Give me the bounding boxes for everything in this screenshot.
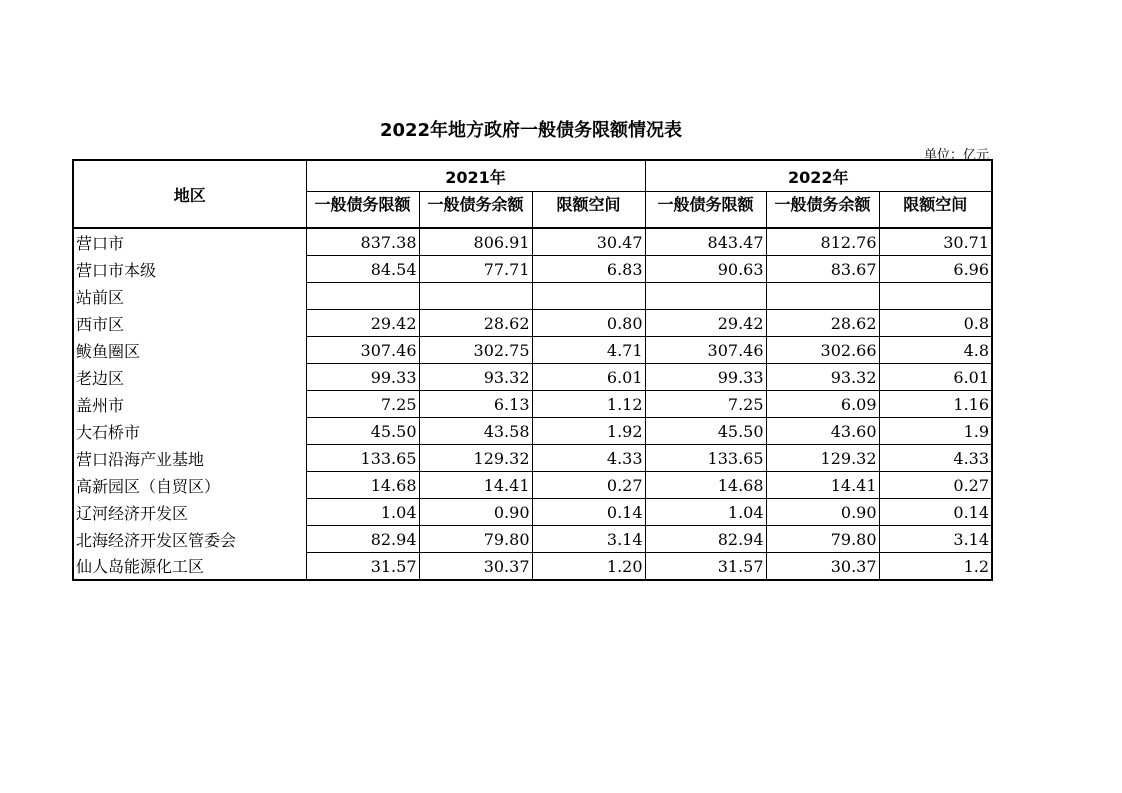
cell-space-2022: 0.8 — [879, 310, 992, 337]
region-name: 仙人岛能源化工区 — [73, 553, 306, 581]
cell-balance-2021: 28.62 — [419, 310, 532, 337]
table-body — [73, 228, 992, 580]
region-name: 鲅鱼圈区 — [73, 337, 306, 364]
header-2022-balance: 一般债务余额 — [766, 192, 879, 229]
cell-limit-2021 — [306, 283, 419, 310]
table-row — [73, 499, 992, 526]
cell-balance-2021: 302.75 — [419, 337, 532, 364]
page-title: 2022年地方政府一般债务限额情况表 — [379, 120, 683, 141]
cell-limit-2021: 133.65 — [306, 445, 419, 472]
cell-limit-2022: 45.50 — [645, 418, 766, 445]
header-2022-limit: 一般债务限额 — [645, 192, 766, 229]
table-row — [73, 310, 992, 337]
cell-limit-2021: 82.94 — [306, 526, 419, 553]
cell-balance-2022 — [766, 283, 879, 310]
cell-limit-2021: 7.25 — [306, 391, 419, 418]
cell-balance-2022: 6.09 — [766, 391, 879, 418]
table-row — [73, 472, 992, 499]
region-name: 西市区 — [73, 310, 306, 337]
region-name: 辽河经济开发区 — [73, 499, 306, 526]
cell-balance-2022: 83.67 — [766, 256, 879, 283]
cell-balance-2022: 43.60 — [766, 418, 879, 445]
cell-balance-2021: 30.37 — [419, 553, 532, 581]
region-name: 老边区 — [73, 364, 306, 391]
cell-limit-2022: 843.47 — [645, 228, 766, 256]
cell-limit-2021: 99.33 — [306, 364, 419, 391]
cell-balance-2021: 14.41 — [419, 472, 532, 499]
cell-balance-2021: 79.80 — [419, 526, 532, 553]
region-name: 营口沿海产业基地 — [73, 445, 306, 472]
region-name: 营口市 — [73, 228, 306, 256]
region-name: 大石桥市 — [73, 418, 306, 445]
cell-space-2021: 1.92 — [532, 418, 645, 445]
cell-space-2021 — [532, 283, 645, 310]
cell-space-2021: 3.14 — [532, 526, 645, 553]
cell-space-2021: 1.20 — [532, 553, 645, 581]
cell-space-2021: 6.01 — [532, 364, 645, 391]
cell-balance-2021: 0.90 — [419, 499, 532, 526]
region-name: 高新园区（自贸区） — [73, 472, 306, 499]
cell-space-2022: 3.14 — [879, 526, 992, 553]
cell-space-2021: 4.71 — [532, 337, 645, 364]
unit-label: 单位：亿元 — [923, 148, 989, 163]
cell-limit-2021: 837.38 — [306, 228, 419, 256]
cell-limit-2021: 307.46 — [306, 337, 419, 364]
cell-balance-2022: 30.37 — [766, 553, 879, 581]
cell-space-2022: 0.27 — [879, 472, 992, 499]
cell-limit-2022: 99.33 — [645, 364, 766, 391]
cell-balance-2022: 28.62 — [766, 310, 879, 337]
header-2021-balance: 一般债务余额 — [419, 192, 532, 229]
cell-balance-2022: 0.90 — [766, 499, 879, 526]
cell-limit-2021: 29.42 — [306, 310, 419, 337]
cell-space-2022: 30.71 — [879, 228, 992, 256]
cell-balance-2022: 93.32 — [766, 364, 879, 391]
cell-balance-2021: 93.32 — [419, 364, 532, 391]
table-row — [73, 553, 992, 581]
cell-limit-2022: 90.63 — [645, 256, 766, 283]
cell-space-2021: 0.27 — [532, 472, 645, 499]
cell-space-2022: 6.96 — [879, 256, 992, 283]
header-2022-space: 限额空间 — [879, 192, 992, 229]
cell-space-2021: 1.12 — [532, 391, 645, 418]
table-row — [73, 364, 992, 391]
cell-limit-2022: 133.65 — [645, 445, 766, 472]
cell-space-2022 — [879, 283, 992, 310]
cell-space-2022: 4.33 — [879, 445, 992, 472]
cell-balance-2021: 806.91 — [419, 228, 532, 256]
debt-limit-table — [72, 159, 993, 581]
cell-limit-2022: 1.04 — [645, 499, 766, 526]
cell-space-2022: 1.16 — [879, 391, 992, 418]
cell-space-2021: 6.83 — [532, 256, 645, 283]
cell-space-2021: 4.33 — [532, 445, 645, 472]
table-row — [73, 337, 992, 364]
header-2021-limit: 一般债务限额 — [306, 192, 419, 229]
cell-balance-2021 — [419, 283, 532, 310]
cell-balance-2021: 129.32 — [419, 445, 532, 472]
cell-space-2022: 6.01 — [879, 364, 992, 391]
cell-space-2021: 0.80 — [532, 310, 645, 337]
header-2021-space: 限额空间 — [532, 192, 645, 229]
cell-space-2022: 1.9 — [879, 418, 992, 445]
region-name: 站前区 — [73, 283, 306, 310]
cell-limit-2022: 7.25 — [645, 391, 766, 418]
table-row — [73, 526, 992, 553]
table-row — [73, 445, 992, 472]
cell-limit-2022: 82.94 — [645, 526, 766, 553]
cell-limit-2021: 1.04 — [306, 499, 419, 526]
cell-balance-2022: 302.66 — [766, 337, 879, 364]
cell-limit-2022 — [645, 283, 766, 310]
cell-balance-2022: 79.80 — [766, 526, 879, 553]
cell-balance-2022: 812.76 — [766, 228, 879, 256]
cell-space-2021: 30.47 — [532, 228, 645, 256]
header-region: 地区 — [73, 160, 306, 228]
cell-balance-2022: 14.41 — [766, 472, 879, 499]
cell-limit-2021: 14.68 — [306, 472, 419, 499]
table-row — [73, 391, 992, 418]
cell-limit-2022: 307.46 — [645, 337, 766, 364]
table-row — [73, 283, 992, 310]
header-year-2022: 2022年 — [645, 160, 992, 192]
cell-balance-2021: 6.13 — [419, 391, 532, 418]
region-name: 营口市本级 — [73, 256, 306, 283]
region-name: 北海经济开发区管委会 — [73, 526, 306, 553]
cell-limit-2022: 31.57 — [645, 553, 766, 581]
cell-balance-2022: 129.32 — [766, 445, 879, 472]
cell-space-2022: 1.2 — [879, 553, 992, 581]
cell-limit-2021: 84.54 — [306, 256, 419, 283]
region-name: 盖州市 — [73, 391, 306, 418]
table-row — [73, 228, 992, 256]
cell-space-2022: 4.8 — [879, 337, 992, 364]
cell-space-2021: 0.14 — [532, 499, 645, 526]
cell-limit-2022: 29.42 — [645, 310, 766, 337]
cell-space-2022: 0.14 — [879, 499, 992, 526]
table-row — [73, 256, 992, 283]
table-row — [73, 418, 992, 445]
cell-balance-2021: 77.71 — [419, 256, 532, 283]
cell-limit-2022: 14.68 — [645, 472, 766, 499]
cell-balance-2021: 43.58 — [419, 418, 532, 445]
cell-limit-2021: 45.50 — [306, 418, 419, 445]
header-year-2021: 2021年 — [306, 160, 645, 192]
cell-limit-2021: 31.57 — [306, 553, 419, 581]
